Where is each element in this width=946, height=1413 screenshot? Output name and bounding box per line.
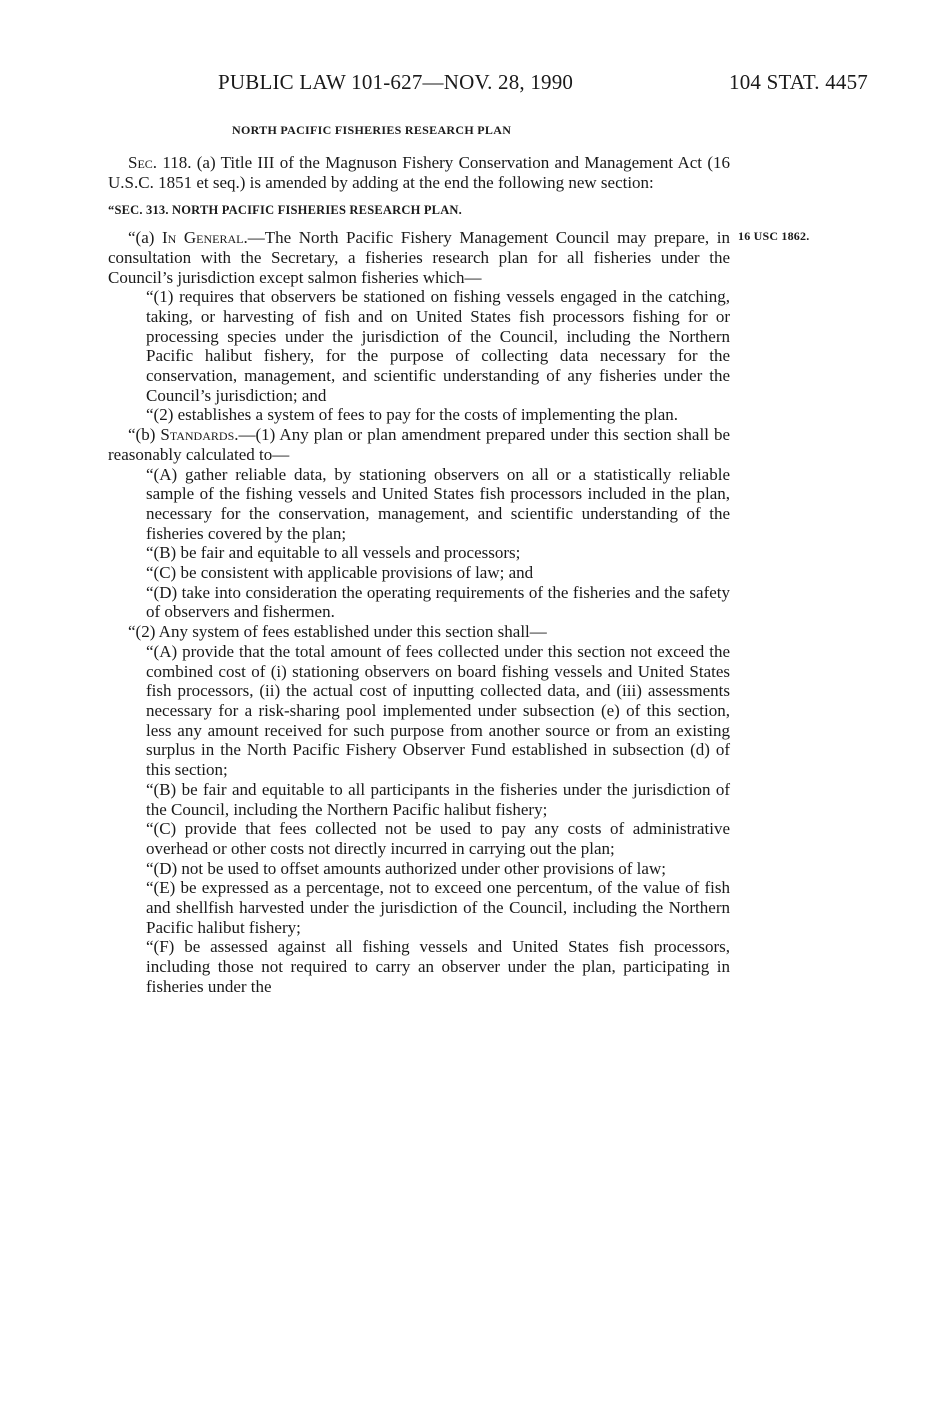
sec-label: Sec.	[128, 153, 158, 172]
subsection-b-text: .—(1) Any plan or plan amendment prepared under this section shall be reasonably calculated to—	[108, 425, 730, 464]
subsection-b	[108, 425, 730, 464]
intro-text: 118. (a) Title III of the Magnuson Fishery Conservation and Management Act (16 U.S.C. 1851 et seq.) is amended by adding at the end the following new section:	[108, 153, 730, 192]
running-head-title: PUBLIC LAW 101-627—NOV. 28, 1990	[218, 70, 574, 94]
subsection-b-label: Standards	[160, 425, 235, 445]
subsection-b-open: “(b)	[128, 425, 161, 445]
paragraph-b1-D: “(D) take into consideration the operating requirements of the fisheries and the safety of observers and fishermen.	[146, 582, 730, 622]
paragraph-b2-D: “(D) not be used to offset amounts authorized under other provisions of law;	[146, 858, 666, 878]
paragraph-b2-C: “(C) provide that fees collected not be used to pay any costs of administrative overhead or other costs not directly incurred in carrying out the plan;	[146, 819, 730, 858]
paragraph-a1: “(1) requires that observers be stationed on fishing vessels engaged in the catching, taking, or harvesting of fish and on United States fish processors fishing for or processing species under the jurisdiction of the Council, including the Northern Pacific halibut fishery, for the purpose of collecting data necessary for the conservation, management, and scientific understanding of any fisheries under the Council’s jurisdiction; and	[146, 287, 730, 405]
statute-page-number: 104 STAT. 4457	[729, 70, 868, 94]
subsection-a-text: .—The North Pacific Fishery Management Council may prepare, in consultation with the Secretary, a fisheries research plan for all fisheries under the Council’s jurisdiction except salmon fisheries which—	[108, 228, 730, 287]
paragraph-b2-B: “(B) be fair and equitable to all participants in the fisheries under the jurisdiction of the Council, including the Northern Pacific halibut fishery;	[146, 779, 730, 819]
paragraph-b2-A: “(A) provide that the total amount of fees collected under this section not exceed the combined cost of (i) stationing observers on board fishing vessels and United States fish processors, (ii) the actual cost of inputting collected data, and (iii) assessments necessary for a risk-sharing pool implemented under subsection (e) of this section, less any amount received for such purpose from another source or from an existing surplus in the North Pacific Fishery Observer Fund established in subsection (d) of this section;	[146, 641, 730, 780]
margin-citation: 16 USC 1862.	[738, 229, 810, 243]
paragraph-b1-C: “(C) be consistent with applicable provisions of law; and	[146, 563, 534, 583]
paragraph-a2: “(2) establishes a system of fees to pay for the costs of implementing the plan.	[146, 405, 679, 425]
paragraph-b1-A: “(A) gather reliable data, by stationing observers on all or a statistically reliable sample of the fishing vessels and United States fish processors included in the plan, necessary for the conservation, management, and scientific understanding of the fisheries covered by the plan;	[146, 464, 730, 543]
document-body	[108, 153, 730, 997]
paragraph-b2: “(2) Any system of fees established under this section shall—	[128, 622, 547, 642]
sec313-heading: “SEC. 313. NORTH PACIFIC FISHERIES RESEARCH PLAN.	[108, 203, 462, 218]
section-heading: NORTH PACIFIC FISHERIES RESEARCH PLAN	[232, 123, 512, 137]
subsection-a-label: In General	[162, 228, 244, 248]
subsection-a-open: “(a)	[128, 228, 162, 248]
paragraph-b2-E: “(E) be expressed as a percentage, not to exceed one percentum, of the value of fish and shellfish harvested under the jurisdiction of the Council, including the Northern Pacific halibut fishery;	[146, 878, 730, 937]
paragraph-b2-F: “(F) be assessed against all fishing vessels and United States fish processors, including those not required to carry an observer under the plan, participating in fisheries under the	[146, 937, 730, 996]
subsection-a	[108, 228, 730, 287]
paragraph-b1-B: “(B) be fair and equitable to all vessels and processors;	[146, 543, 521, 563]
intro-paragraph	[108, 153, 730, 192]
